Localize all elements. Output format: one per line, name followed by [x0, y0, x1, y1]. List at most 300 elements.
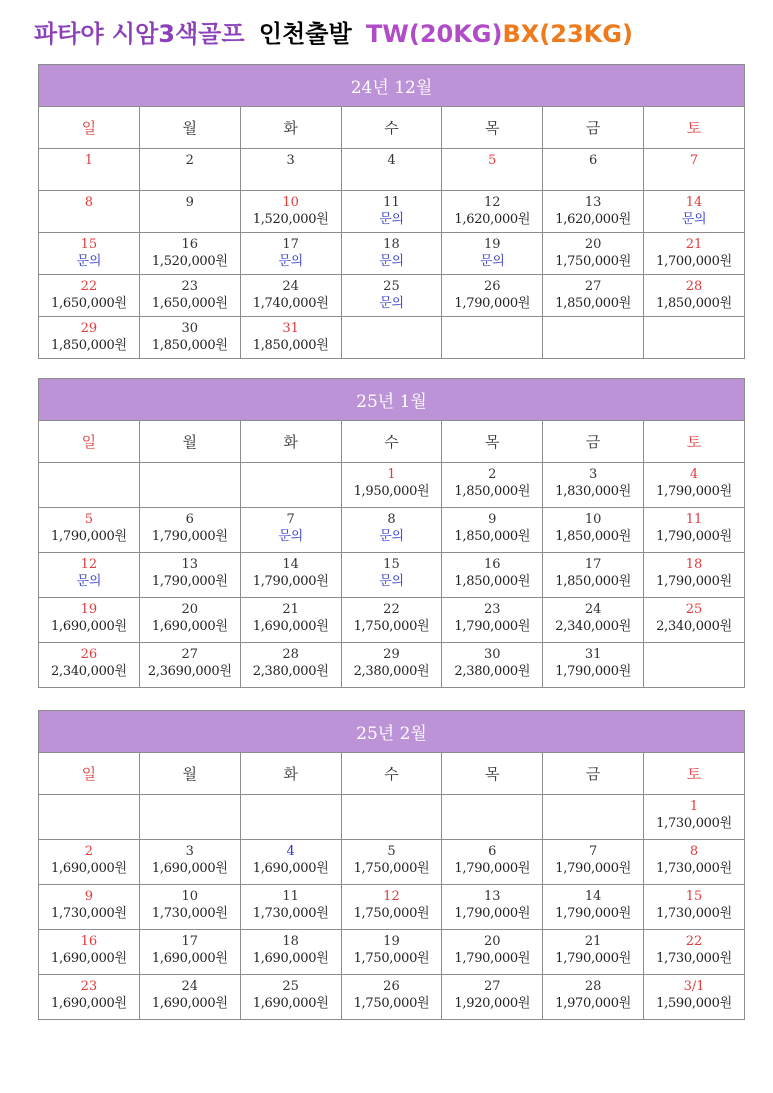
day-number: 30 [181, 321, 199, 336]
price-value: 1,790,000원 [454, 906, 531, 921]
price-value: 1,850,000원 [555, 529, 631, 544]
week-row [39, 553, 745, 598]
day-cell [644, 149, 745, 191]
day-number: 22 [383, 602, 400, 617]
day-cell [341, 643, 442, 688]
day-number: 26 [383, 979, 400, 994]
price-value: 1,790,000원 [454, 861, 531, 876]
price-value: 1,750,000원 [353, 619, 430, 634]
month-header: 25년 1월 [39, 379, 745, 421]
day-cell [341, 275, 442, 317]
empty-day-cell [39, 463, 140, 508]
day-number: 29 [80, 321, 98, 336]
day-number: 4 [286, 844, 295, 859]
day-cell [39, 885, 140, 930]
price-value: 1,750,000원 [353, 906, 430, 921]
day-cell [543, 840, 644, 885]
price-value: 1,690,000원 [252, 951, 329, 966]
price-value: 1,750,000원 [353, 996, 430, 1011]
day-cell [240, 508, 341, 553]
price-value: 1,620,000원 [555, 212, 631, 227]
day-cell [240, 317, 341, 359]
day-number: 11 [685, 512, 703, 527]
title-product: 파타야 시암3색골프 [34, 20, 245, 48]
day-cell [442, 643, 543, 688]
weekday-header: 목 [442, 421, 543, 463]
day-number: 5 [387, 844, 396, 859]
price-value: 1,730,000원 [252, 906, 329, 921]
day-number: 18 [282, 934, 299, 949]
weekday-header: 금 [543, 107, 644, 149]
day-cell [543, 191, 644, 233]
day-cell [139, 975, 240, 1020]
price-inquiry: 문의 [76, 254, 102, 269]
price-value: 1,730,000원 [656, 816, 732, 831]
day-number: 13 [181, 557, 199, 572]
price-value: 1,790,000원 [555, 664, 631, 679]
day-cell [240, 553, 341, 598]
week-row [39, 643, 745, 688]
day-cell [442, 975, 543, 1020]
price-value: 1,730,000원 [51, 906, 127, 921]
day-number: 5 [84, 512, 94, 527]
price-value: 1,750,000원 [555, 254, 631, 269]
empty-day-cell [139, 795, 240, 840]
price-inquiry: 문의 [379, 574, 404, 589]
weekday-header: 수 [341, 421, 442, 463]
day-number: 15 [685, 889, 703, 904]
day-number: 8 [84, 195, 94, 210]
week-row [39, 885, 745, 930]
day-number: 31 [282, 321, 299, 336]
week-row [39, 795, 745, 840]
day-number: 4 [689, 467, 699, 482]
weekday-header: 월 [139, 421, 240, 463]
day-cell [39, 840, 140, 885]
price-value: 1,850,000원 [656, 296, 732, 311]
day-cell [644, 795, 745, 840]
day-number: 14 [282, 557, 299, 572]
empty-day-cell [139, 463, 240, 508]
day-number: 3 [589, 467, 598, 482]
price-value: 1,790,000원 [555, 906, 631, 921]
day-number: 12 [383, 889, 400, 904]
price-value: 1,690,000원 [252, 619, 329, 634]
day-cell [543, 930, 644, 975]
price-value: 1,690,000원 [51, 861, 127, 876]
day-number: 13 [484, 889, 501, 904]
weekday-header: 수 [341, 107, 442, 149]
day-number: 3 [286, 153, 295, 168]
day-cell [543, 149, 644, 191]
price-value: 2,380,000원 [252, 664, 329, 679]
price-value: 2,3690,000원 [147, 664, 232, 679]
day-number: 31 [584, 647, 602, 662]
weekday-header: 월 [139, 753, 240, 795]
day-number: 13 [584, 195, 602, 210]
day-cell [240, 275, 341, 317]
price-value: 1,620,000원 [454, 212, 531, 227]
week-row [39, 598, 745, 643]
day-cell [442, 275, 543, 317]
price-value: 1,790,000원 [454, 619, 531, 634]
day-number: 21 [282, 602, 299, 617]
day-cell [341, 930, 442, 975]
weekday-header: 화 [240, 107, 341, 149]
day-number: 2 [488, 467, 497, 482]
day-cell [543, 508, 644, 553]
price-value: 1,850,000원 [555, 296, 631, 311]
price-value: 1,790,000원 [454, 296, 531, 311]
day-number: 6 [488, 844, 497, 859]
empty-day-cell [442, 317, 543, 359]
page-title [34, 16, 639, 52]
day-cell [644, 233, 745, 275]
price-value: 1,690,000원 [252, 996, 329, 1011]
weekday-header: 일 [39, 107, 140, 149]
day-cell [341, 840, 442, 885]
price-value: 1,790,000원 [151, 574, 228, 589]
price-value: 1,690,000원 [252, 861, 329, 876]
week-row [39, 233, 745, 275]
price-value: 1,790,000원 [656, 484, 732, 499]
day-number: 25 [282, 979, 299, 994]
day-cell [139, 317, 240, 359]
day-cell [543, 275, 644, 317]
title-airline-tw: TW(20KG) [366, 20, 503, 48]
week-row [39, 930, 745, 975]
empty-day-cell [442, 795, 543, 840]
empty-day-cell [644, 317, 745, 359]
price-value: 2,340,000원 [555, 619, 631, 634]
day-number: 20 [584, 237, 602, 252]
month-calendar [38, 710, 745, 1020]
day-number: 23 [181, 279, 199, 294]
day-cell [240, 930, 341, 975]
day-number: 21 [584, 934, 602, 949]
day-cell [644, 840, 745, 885]
day-number: 19 [80, 602, 98, 617]
weekday-header: 목 [442, 753, 543, 795]
day-number: 26 [484, 279, 501, 294]
day-cell [39, 975, 140, 1020]
day-cell [644, 553, 745, 598]
day-number: 19 [383, 934, 400, 949]
price-inquiry: 문의 [480, 254, 505, 269]
price-inquiry: 문의 [379, 212, 404, 227]
day-cell [139, 598, 240, 643]
price-value: 1,790,000원 [555, 951, 631, 966]
day-number: 12 [80, 557, 98, 572]
price-value: 1,790,000원 [252, 574, 329, 589]
day-number: 3/1 [683, 979, 705, 994]
day-number: 25 [383, 279, 400, 294]
week-row [39, 191, 745, 233]
day-number: 11 [282, 889, 299, 904]
empty-day-cell [543, 317, 644, 359]
week-row [39, 840, 745, 885]
price-inquiry: 문의 [76, 574, 102, 589]
day-number: 14 [584, 889, 602, 904]
day-number: 22 [685, 934, 703, 949]
empty-day-cell [341, 795, 442, 840]
day-cell [139, 885, 240, 930]
price-value: 2,340,000원 [51, 664, 127, 679]
day-cell [442, 149, 543, 191]
day-number: 19 [484, 237, 501, 252]
day-cell [341, 598, 442, 643]
day-cell [543, 233, 644, 275]
weekday-header: 일 [39, 753, 140, 795]
day-number: 25 [685, 602, 703, 617]
day-number: 5 [488, 153, 497, 168]
price-value: 1,790,000원 [656, 529, 732, 544]
day-number: 17 [282, 237, 299, 252]
price-value: 1,950,000원 [353, 484, 430, 499]
day-cell [240, 975, 341, 1020]
day-cell [139, 275, 240, 317]
day-cell [240, 643, 341, 688]
day-cell [39, 598, 140, 643]
day-number: 27 [484, 979, 501, 994]
day-cell [139, 930, 240, 975]
day-cell [543, 598, 644, 643]
day-number: 12 [484, 195, 501, 210]
day-cell [341, 508, 442, 553]
price-value: 1,690,000원 [151, 619, 228, 634]
day-cell [39, 553, 140, 598]
day-cell [39, 930, 140, 975]
day-cell [442, 840, 543, 885]
price-value: 1,750,000원 [353, 951, 430, 966]
price-value: 1,850,000원 [454, 529, 531, 544]
price-value: 1,850,000원 [252, 338, 329, 353]
day-cell [139, 508, 240, 553]
day-cell [240, 149, 341, 191]
price-inquiry: 문의 [379, 254, 404, 269]
day-number: 28 [685, 279, 703, 294]
price-value: 1,850,000원 [151, 338, 228, 353]
day-number: 6 [589, 153, 598, 168]
day-cell [39, 508, 140, 553]
weekday-header: 토 [644, 421, 745, 463]
price-value: 1,590,000원 [656, 996, 732, 1011]
day-cell [644, 191, 745, 233]
day-number: 1 [84, 153, 94, 168]
day-cell [341, 975, 442, 1020]
day-number: 16 [484, 557, 501, 572]
day-cell [39, 149, 140, 191]
day-number: 10 [181, 889, 199, 904]
day-number: 17 [584, 557, 602, 572]
week-row [39, 975, 745, 1020]
weekday-header: 토 [644, 753, 745, 795]
day-cell [442, 233, 543, 275]
weekday-header: 목 [442, 107, 543, 149]
day-cell [543, 643, 644, 688]
weekday-header: 금 [543, 753, 644, 795]
day-cell [139, 149, 240, 191]
day-number: 24 [181, 979, 199, 994]
weekday-header: 화 [240, 753, 341, 795]
day-number: 8 [387, 512, 396, 527]
day-number: 4 [387, 153, 396, 168]
weekday-header: 화 [240, 421, 341, 463]
day-number: 2 [185, 153, 194, 168]
price-value: 1,520,000원 [151, 254, 228, 269]
day-cell [644, 463, 745, 508]
day-cell [341, 149, 442, 191]
day-cell [341, 885, 442, 930]
day-number: 7 [589, 844, 598, 859]
price-value: 1,650,000원 [51, 296, 127, 311]
week-row [39, 149, 745, 191]
price-value: 1,690,000원 [51, 951, 127, 966]
day-cell [39, 275, 140, 317]
day-number: 26 [80, 647, 98, 662]
day-cell [341, 553, 442, 598]
day-cell [139, 553, 240, 598]
price-value: 2,340,000원 [656, 619, 732, 634]
day-number: 28 [584, 979, 602, 994]
month-header: 24년 12월 [39, 65, 745, 107]
price-inquiry: 문의 [681, 212, 707, 227]
day-number: 30 [484, 647, 501, 662]
price-value: 1,920,000원 [454, 996, 531, 1011]
day-cell [39, 643, 140, 688]
day-cell [644, 975, 745, 1020]
price-value: 1,700,000원 [656, 254, 732, 269]
day-cell [442, 553, 543, 598]
price-value: 1,730,000원 [656, 861, 732, 876]
day-number: 27 [181, 647, 199, 662]
day-cell [442, 930, 543, 975]
week-row [39, 508, 745, 553]
day-number: 21 [685, 237, 703, 252]
day-number: 9 [185, 195, 194, 210]
day-number: 24 [584, 602, 602, 617]
day-number: 1 [689, 799, 699, 814]
day-cell [442, 508, 543, 553]
price-value: 1,850,000원 [555, 574, 631, 589]
day-number: 20 [181, 602, 199, 617]
price-value: 1,730,000원 [656, 951, 732, 966]
day-cell [139, 233, 240, 275]
empty-day-cell [543, 795, 644, 840]
price-value: 1,850,000원 [51, 338, 127, 353]
week-row [39, 463, 745, 508]
day-number: 14 [685, 195, 703, 210]
price-value: 1,740,000원 [252, 296, 329, 311]
day-cell [442, 191, 543, 233]
price-inquiry: 문의 [379, 529, 404, 544]
day-cell [240, 191, 341, 233]
empty-day-cell [240, 795, 341, 840]
price-value: 1,850,000원 [454, 574, 531, 589]
day-number: 7 [689, 153, 699, 168]
price-value: 1,730,000원 [151, 906, 228, 921]
day-number: 10 [584, 512, 602, 527]
day-cell [442, 463, 543, 508]
day-cell [442, 598, 543, 643]
day-number: 11 [383, 195, 400, 210]
price-value: 1,790,000원 [51, 529, 127, 544]
weekday-header: 토 [644, 107, 745, 149]
day-number: 3 [185, 844, 194, 859]
day-number: 20 [484, 934, 501, 949]
price-value: 1,520,000원 [252, 212, 329, 227]
day-number: 22 [80, 279, 98, 294]
day-cell [644, 508, 745, 553]
price-value: 1,790,000원 [454, 951, 531, 966]
day-number: 27 [584, 279, 602, 294]
day-cell [341, 191, 442, 233]
weekday-header: 금 [543, 421, 644, 463]
month-header: 25년 2월 [39, 711, 745, 753]
day-cell [240, 598, 341, 643]
price-value: 1,650,000원 [151, 296, 228, 311]
day-cell [341, 233, 442, 275]
day-cell [240, 840, 341, 885]
empty-day-cell [644, 643, 745, 688]
day-number: 18 [685, 557, 703, 572]
month-calendar [38, 64, 745, 359]
week-row [39, 317, 745, 359]
day-number: 1 [387, 467, 396, 482]
price-value: 1,690,000원 [151, 996, 228, 1011]
price-value: 1,790,000원 [555, 861, 631, 876]
title-airline-bx: BX(23KG) [502, 20, 633, 48]
day-cell [240, 885, 341, 930]
day-cell [543, 463, 644, 508]
price-value: 1,750,000원 [353, 861, 430, 876]
day-cell [543, 975, 644, 1020]
title-departure: 인천출발 [258, 20, 352, 48]
day-number: 9 [488, 512, 497, 527]
day-cell [543, 885, 644, 930]
day-cell [543, 553, 644, 598]
empty-day-cell [240, 463, 341, 508]
week-row [39, 275, 745, 317]
price-value: 1,690,000원 [51, 996, 127, 1011]
day-number: 17 [181, 934, 199, 949]
price-value: 1,790,000원 [151, 529, 228, 544]
day-number: 7 [286, 512, 295, 527]
price-value: 1,850,000원 [454, 484, 531, 499]
day-number: 24 [282, 279, 299, 294]
weekday-header: 일 [39, 421, 140, 463]
day-number: 23 [80, 979, 98, 994]
weekday-header: 월 [139, 107, 240, 149]
day-number: 23 [484, 602, 501, 617]
price-inquiry: 문의 [379, 296, 404, 311]
day-number: 28 [282, 647, 299, 662]
day-number: 9 [84, 889, 94, 904]
weekday-header: 수 [341, 753, 442, 795]
price-value: 2,380,000원 [454, 664, 531, 679]
price-value: 1,970,000원 [555, 996, 631, 1011]
price-value: 1,830,000원 [555, 484, 631, 499]
day-number: 16 [181, 237, 199, 252]
day-cell [139, 643, 240, 688]
day-cell [139, 191, 240, 233]
month-calendar [38, 378, 745, 688]
day-cell [39, 191, 140, 233]
day-number: 10 [282, 195, 299, 210]
price-value: 1,690,000원 [151, 951, 228, 966]
day-number: 6 [185, 512, 194, 527]
empty-day-cell [39, 795, 140, 840]
